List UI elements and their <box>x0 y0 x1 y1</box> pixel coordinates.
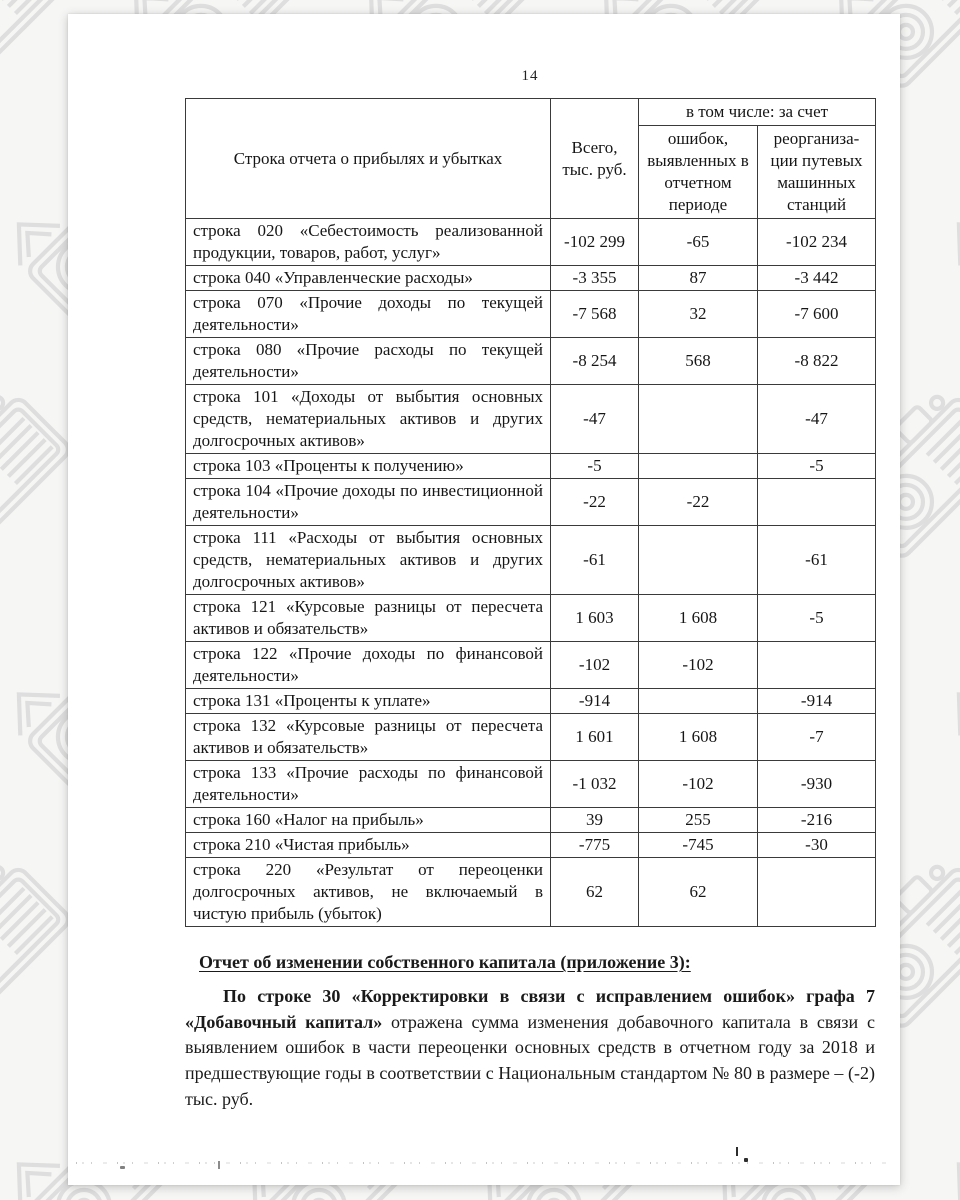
col-header-row-label: Строка отчета о прибылях и убытках <box>186 99 551 219</box>
scan-artifact <box>218 1161 220 1169</box>
row-label: строка 080 «Прочие расходы по текущей деятельности» <box>186 338 551 385</box>
scan-artifact <box>744 1158 748 1162</box>
reorg-value: -930 <box>758 761 876 808</box>
reorg-value: -30 <box>758 833 876 858</box>
errors-value <box>639 454 758 479</box>
page-content <box>185 14 875 1112</box>
reorg-value: -7 600 <box>758 291 876 338</box>
table-row <box>186 595 876 642</box>
errors-value: -102 <box>639 761 758 808</box>
errors-value <box>639 526 758 595</box>
camera-watermark-icon <box>948 610 960 810</box>
total-value: -5 <box>551 454 639 479</box>
reorg-value <box>758 479 876 526</box>
errors-value: 32 <box>639 291 758 338</box>
reorg-value: -5 <box>758 595 876 642</box>
reorg-value: -8 822 <box>758 338 876 385</box>
table-row <box>186 761 876 808</box>
total-value: 62 <box>551 858 639 927</box>
profit-loss-table <box>185 98 876 927</box>
errors-value: 1 608 <box>639 714 758 761</box>
row-label: строка 103 «Проценты к получению» <box>186 454 551 479</box>
total-value: -47 <box>551 385 639 454</box>
scan-artifact <box>736 1147 738 1156</box>
row-label: строка 122 «Прочие доходы по финансовой деятельности» <box>186 642 551 689</box>
page-number: 14 <box>521 68 539 84</box>
total-value: -22 <box>551 479 639 526</box>
camera-watermark-icon <box>948 140 960 340</box>
row-label: строка 101 «Доходы от выбытия основных средств, нематериальных активов и других долгосрочных активов» <box>186 385 551 454</box>
table-row <box>186 479 876 526</box>
row-label: строка 131 «Проценты к уплате» <box>186 689 551 714</box>
errors-value <box>639 689 758 714</box>
table-row <box>186 833 876 858</box>
reorg-value: -914 <box>758 689 876 714</box>
total-value: 39 <box>551 808 639 833</box>
errors-value: -65 <box>639 219 758 266</box>
reorg-value: -3 442 <box>758 266 876 291</box>
scan-noise-line <box>76 1162 890 1164</box>
paragraph-rest: отражена сумма изменения добавочного капитала в связи с выявлением ошибок в части переоценки основных средств в отчетном году за 2018 и предшествующие годы в соответствии с Национальным стандартом № 80 в размере – (-2) тыс. руб. <box>185 1011 875 1109</box>
table-row <box>186 642 876 689</box>
row-label: строка 121 «Курсовые разницы от пересчета активов и обязательств» <box>186 595 551 642</box>
table-header <box>186 99 876 219</box>
table-row <box>186 266 876 291</box>
table-row <box>186 714 876 761</box>
reorg-value: -216 <box>758 808 876 833</box>
scan-artifact <box>120 1166 125 1169</box>
total-value: 1 603 <box>551 595 639 642</box>
errors-value: -22 <box>639 479 758 526</box>
row-label: строка 104 «Прочие доходы по инвестиционной деятельности» <box>186 479 551 526</box>
row-label: строка 040 «Управленческие расходы» <box>186 266 551 291</box>
reorg-value: -7 <box>758 714 876 761</box>
table-row <box>186 338 876 385</box>
col-header-errors: ошибок, выявленных в отчетном периоде <box>639 126 758 219</box>
row-label: строка 220 «Результат от переоценки долгосрочных активов, не включаемый в чистую прибыль (убыток) <box>186 858 551 927</box>
reorg-value: -5 <box>758 454 876 479</box>
reorg-value <box>758 858 876 927</box>
errors-value: 1 608 <box>639 595 758 642</box>
row-label: строка 160 «Налог на прибыль» <box>186 808 551 833</box>
table-body <box>186 219 876 927</box>
errors-value: 87 <box>639 266 758 291</box>
table-row <box>186 291 876 338</box>
section-paragraph <box>185 984 875 1112</box>
table-row <box>186 858 876 927</box>
reorg-value: -61 <box>758 526 876 595</box>
errors-value <box>639 385 758 454</box>
table-row <box>186 385 876 454</box>
total-value: -102 <box>551 642 639 689</box>
total-value: -775 <box>551 833 639 858</box>
errors-value: 255 <box>639 808 758 833</box>
table-row <box>186 689 876 714</box>
total-value: -3 355 <box>551 266 639 291</box>
total-value: -914 <box>551 689 639 714</box>
total-value: 1 601 <box>551 714 639 761</box>
table-row <box>186 808 876 833</box>
total-value: -1 032 <box>551 761 639 808</box>
total-value: -8 254 <box>551 338 639 385</box>
errors-value: 62 <box>639 858 758 927</box>
total-value: -61 <box>551 526 639 595</box>
row-label: строка 210 «Чистая прибыль» <box>186 833 551 858</box>
total-value: -102 299 <box>551 219 639 266</box>
errors-value: -745 <box>639 833 758 858</box>
section-heading: Отчет об изменении собственного капитала (приложение 3): <box>199 952 691 972</box>
row-label: строка 132 «Курсовые разницы от пересчета активов и обязательств» <box>186 714 551 761</box>
document-page <box>68 14 900 1185</box>
row-label: строка 133 «Прочие расходы по финансовой деятельности» <box>186 761 551 808</box>
reorg-value: -102 234 <box>758 219 876 266</box>
total-value: -7 568 <box>551 291 639 338</box>
table-row <box>186 219 876 266</box>
table-row <box>186 454 876 479</box>
reorg-value: -47 <box>758 385 876 454</box>
col-header-reorg: реорганиза-ции путевых машинных станций <box>758 126 876 219</box>
paragraph-bold-lead: По строке 30 «Корректировки в связи с исправлением ошибок» графа 7 «Добавочный капитал» <box>185 986 875 1032</box>
table-row <box>186 526 876 595</box>
row-label: строка 020 «Себестоимость реализованной продукции, товаров, работ, услуг» <box>186 219 551 266</box>
errors-value: 568 <box>639 338 758 385</box>
row-label: строка 111 «Расходы от выбытия основных средств, нематериальных активов и других долгосрочных активов» <box>186 526 551 595</box>
row-label: строка 070 «Прочие доходы по текущей деятельности» <box>186 291 551 338</box>
reorg-value <box>758 642 876 689</box>
errors-value: -102 <box>639 642 758 689</box>
col-header-group: в том числе: за счет <box>639 99 876 126</box>
camera-watermark-icon <box>948 1080 960 1200</box>
col-header-total: Всего, тыс. руб. <box>551 99 639 219</box>
